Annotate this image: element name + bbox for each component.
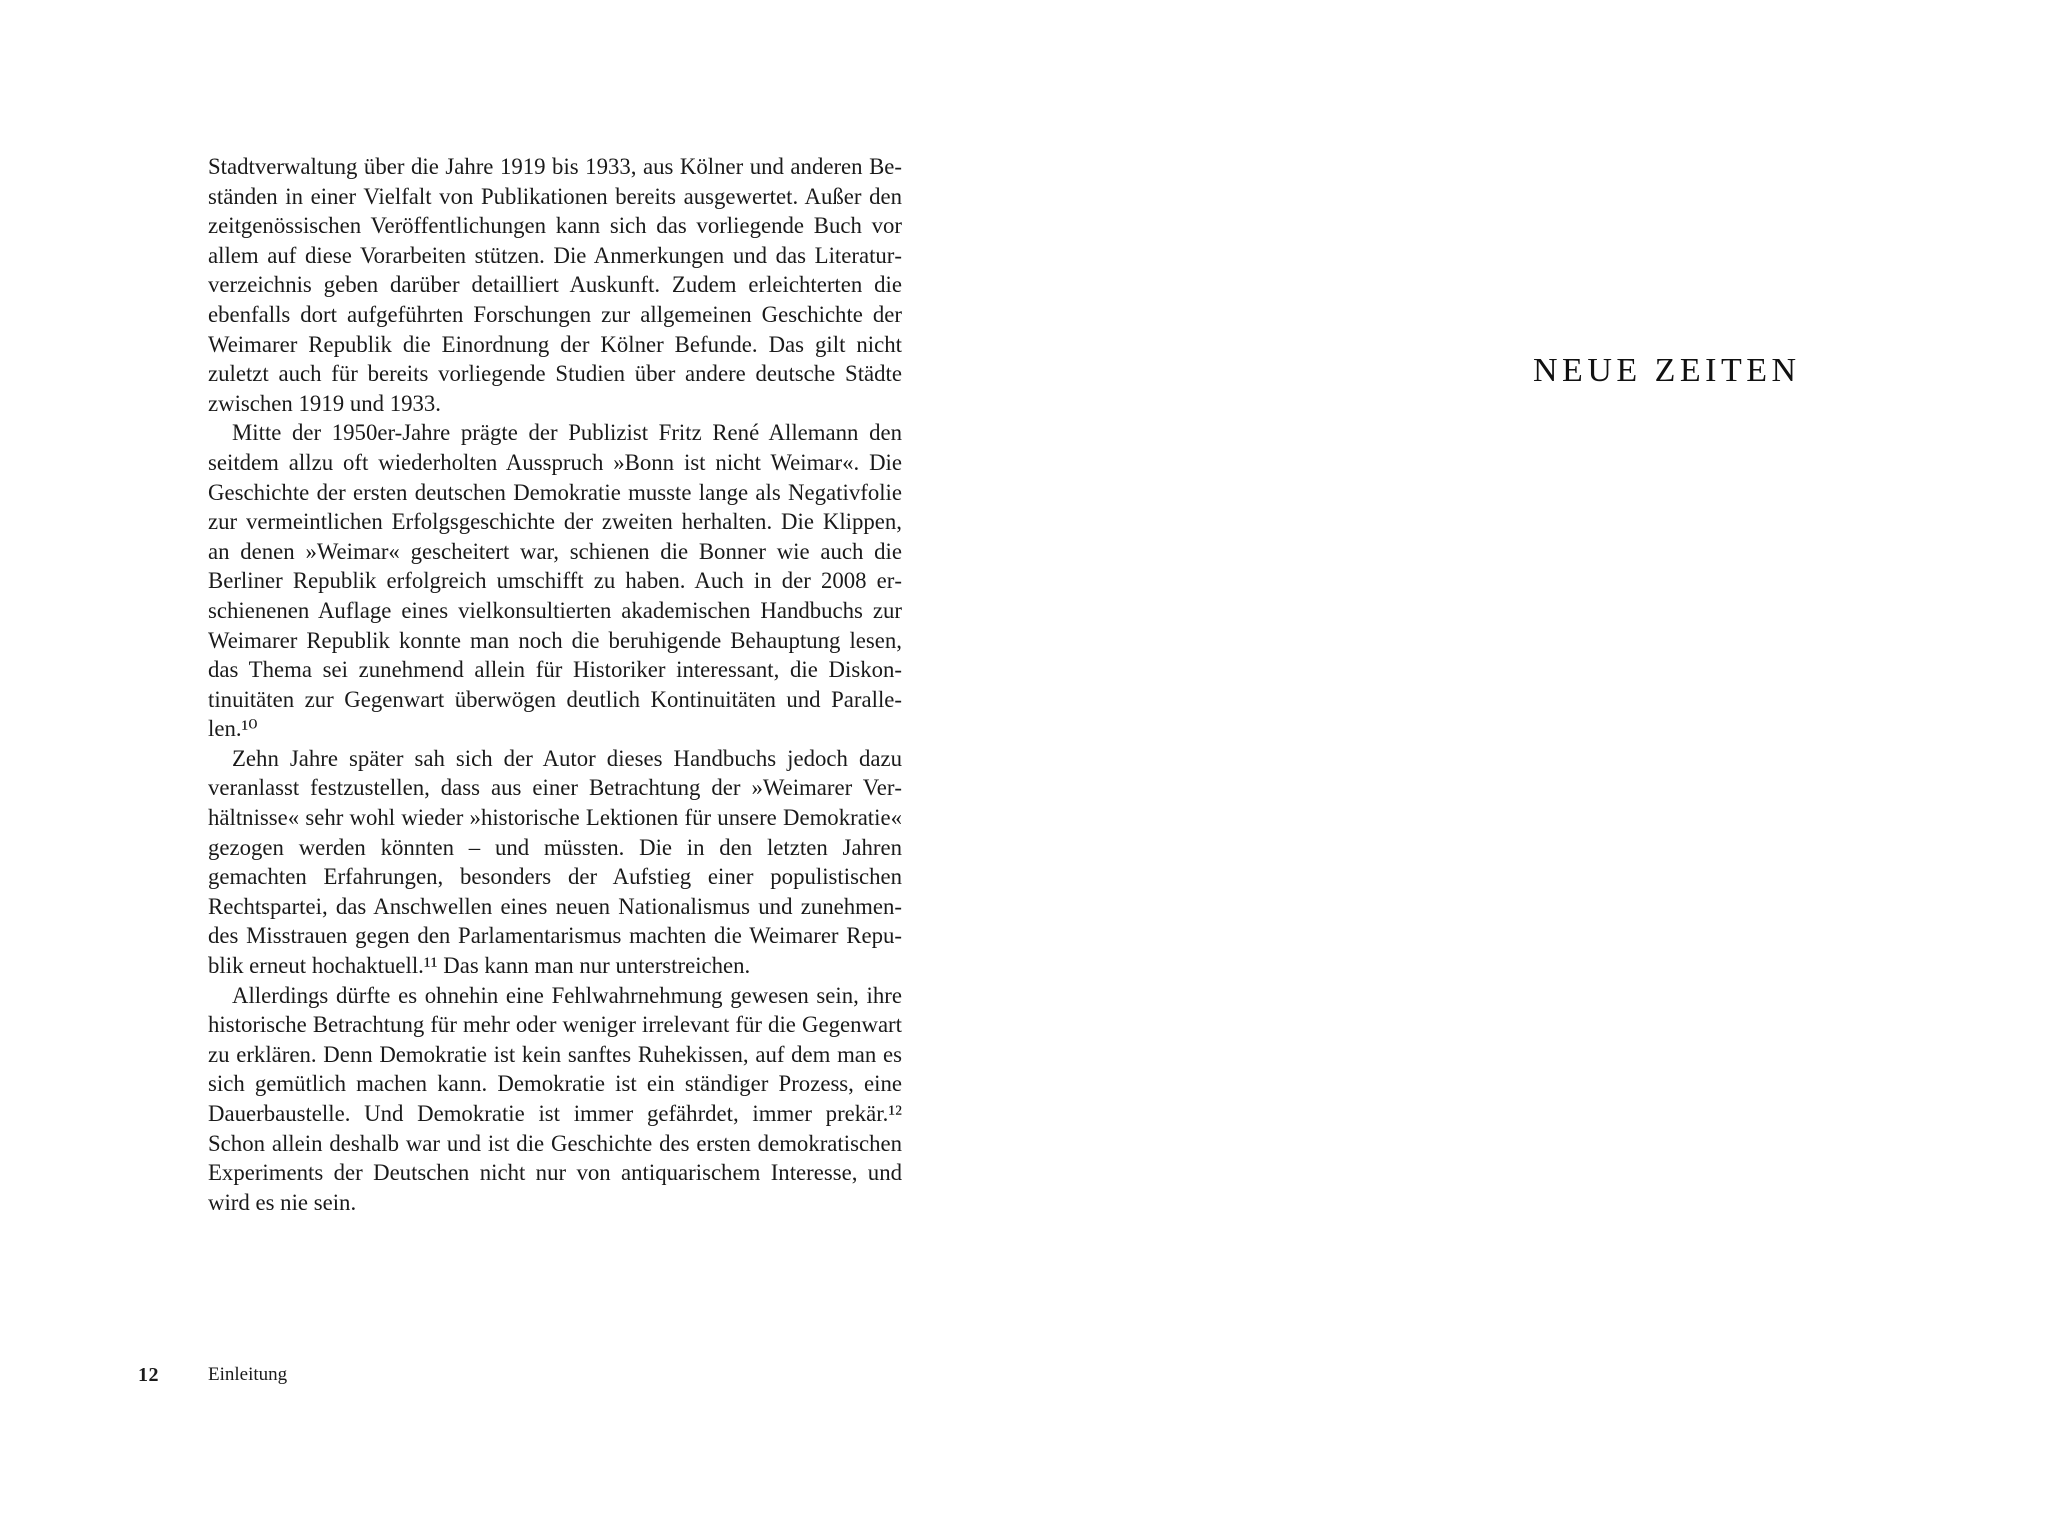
paragraph-3: Zehn Jahre später sah sich der Autor dieses Handbuchs jedoch dazu veranlasst festzustellen, dass aus einer Betrachtung der »Weimarer Verhältnisse« sehr wohl wieder »historische Lektionen für unsere Demokratie« gezogen werden könnten – und müssten. Die in den letzten Jahren gemachten Erfahrungen, besonders der Aufstieg einer populistischen Rechtspartei, das Anschwellen eines neuen Nationalismus und zunehmendes Misstrauen gegen den Parlamentarismus machten die Weimarer Republik erneut hochaktuell.¹¹ Das kann man nur unterstreichen. bbox=[208, 745, 902, 979]
paragraph-2: Mitte der 1950er-Jahre prägte der Publizist Fritz René Allemann den seitdem allzu oft wiederholten Ausspruch »Bonn ist nicht Weimar«. Die Geschichte der ersten deutschen Demokratie musste lange als Negativfolie zur vermeintlichen Erfolgsgeschichte der zweiten herhalten. Die Klippen, an denen »Weimar« gescheitert war, schienen die Bonner wie auch die Berliner Republik erfolgreich umschifft zu haben. Auch in der 2008 erschienenen Auflage eines vielkonsultierten akademischen Handbuchs zur Weimarer Republik konnte man noch die beruhigende Behauptung lesen, das Thema sei zunehmend allein für Historiker interessant, die Diskontinuitäten zur Gegenwart überwögen deutlich Kontinuitäten und Parallelen.¹⁰ bbox=[208, 420, 902, 742]
paragraph-4: Allerdings dürfte es ohnehin eine Fehlwahrnehmung gewesen sein, ihre historische Betrachtung für mehr oder weniger irrelevant für die Gegenwart zu erklären. Denn Demokratie ist kein sanftes Ruhekissen, auf dem man es sich gemütlich machen kann. Demokratie ist ein ständiger Prozess, eine Dauerbaustelle. Und Demokratie ist immer gefährdet, immer prekär.¹² Schon allein deshalb war und ist die Geschichte des ersten demokratischen Experiments der Deutschen nicht nur von antiquarischem Interesse, und wird es nie sein. bbox=[208, 982, 902, 1215]
chapter-title: NEUE ZEITEN bbox=[1533, 352, 1801, 389]
page-number: 12 bbox=[138, 1364, 159, 1386]
running-head: Einleitung bbox=[208, 1364, 288, 1385]
right-page bbox=[1033, 0, 2066, 1535]
body-text bbox=[208, 152, 902, 1217]
paragraph-1: Stadtverwaltung über die Jahre 1919 bis 1933, aus Kölner und anderen Beständen in einer Vielfalt von Publikationen bereits ausgewertet. Außer den zeitgenössischen Veröffentlichungen kann sich das vorliegende Buch vor allem auf diese Vorarbeiten stützen. Die Anmerkungen und das Literaturverzeichnis geben darüber detailliert Auskunft. Zudem erleichterten die ebenfalls dort aufgeführten Forschungen zur allgemeinen Geschichte der Weimarer Republik die Einordnung der Kölner Befunde. Das gilt nicht zuletzt auch für bereits vorliegende Studien über andere deutsche Städte zwischen 1919 und 1933. bbox=[208, 154, 902, 416]
